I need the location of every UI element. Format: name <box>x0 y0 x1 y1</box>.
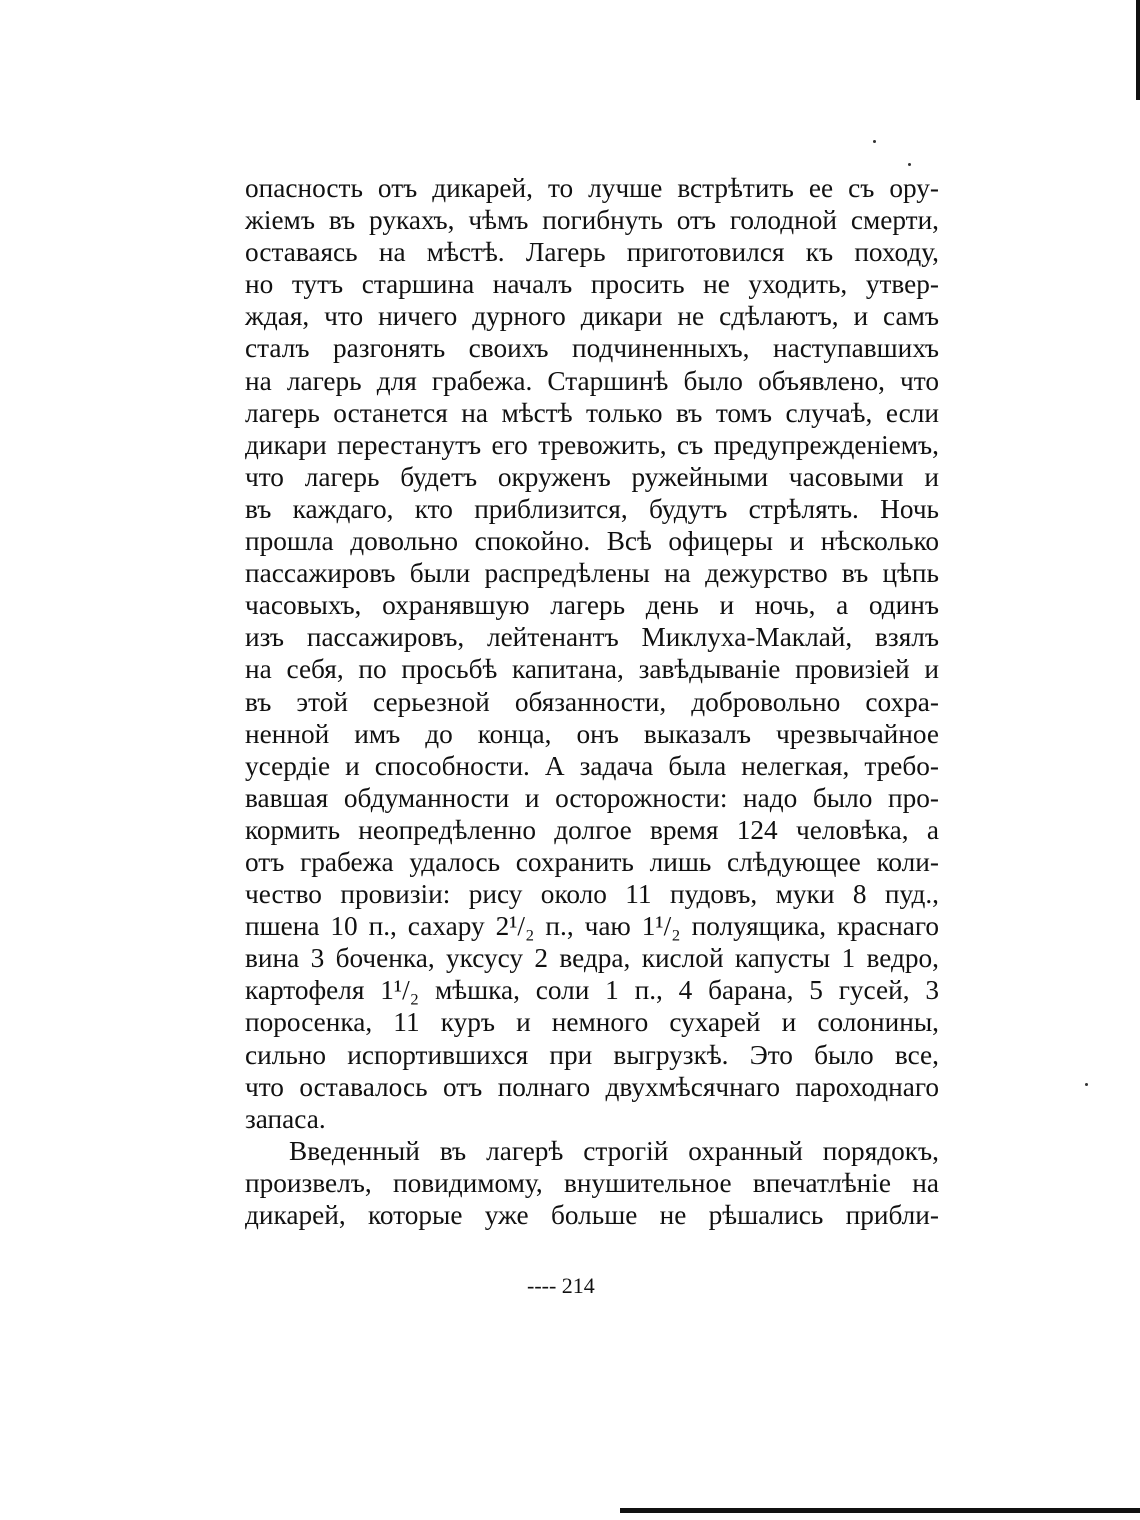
text-line: что оставалось отъ полнаго двухмѣсячнаго пароходнаго <box>245 1071 939 1102</box>
paragraph-start-line: Введенный въ лагерѣ строгій охранный порядокъ, <box>289 1135 939 1166</box>
body-text <box>245 172 939 1231</box>
scan-speck <box>873 140 876 143</box>
text-line: но тутъ старшина началъ просить не уходить, утвер- <box>245 269 939 300</box>
text-line: оставаясь на мѣстѣ. Лагерь приготовился къ походу, <box>245 237 939 268</box>
text-line: усердіе и способности. А задача была нелегкая, требо- <box>245 750 939 781</box>
text-line: лагерь останется на мѣстѣ только въ томъ случаѣ, если <box>245 397 939 428</box>
text-line: въ каждаго, кто приблизится, будутъ стрѣлять. Ночь <box>245 493 939 524</box>
text-line: вина 3 боченка, уксусу 2 ведра, кислой капусты 1 ведро, <box>245 943 939 974</box>
text-line: на себя, по просьбѣ капитана, завѣдываніе провизіей и <box>245 654 939 685</box>
text-line: вавшая обдуманности и осторожности: надо было про- <box>245 782 939 813</box>
text-line: кормить неопредѣленно долгое время 124 человѣка, а <box>245 814 939 845</box>
text-line: поросенка, 11 куръ и немного сухарей и солонины, <box>245 1007 939 1038</box>
text-line: чество провизіи: рису около 11 пудовъ, муки 8 пуд., <box>245 879 939 910</box>
text-line: изъ пассажировъ, лейтенантъ Миклуха-Маклай, взялъ <box>245 622 939 653</box>
text-line: отъ грабежа удалось сохранить лишь слѣдующее коли- <box>245 846 939 877</box>
scan-bottom-edge <box>620 1508 1140 1513</box>
text-line: картофеля 1¹/₂ мѣшка, соли 1 п., 4 барана, 5 гусей, 3 <box>245 975 939 1006</box>
text-line: запаса. <box>245 1103 326 1134</box>
text-line: прошла довольно спокойно. Всѣ офицеры и нѣсколько <box>245 526 939 557</box>
scan-speck <box>908 163 911 166</box>
text-line: дикари перестанутъ его тревожить, съ предупрежденіемъ, <box>245 429 939 460</box>
text-line: ненной имъ до конца, онъ выказалъ чрезвычайное <box>245 718 939 749</box>
text-line: ждая, что ничего дурного дикари не сдѣлаютъ, и самъ <box>245 301 939 332</box>
text-line: сильно испортившихся при выгрузкѣ. Это было все, <box>245 1039 939 1070</box>
scan-speck <box>1085 1083 1088 1086</box>
text-line: на лагерь для грабежа. Старшинѣ было объявлено, что <box>245 365 939 396</box>
text-line: дикарей, которые уже больше не рѣшались прибли- <box>245 1200 939 1230</box>
text-line: сталъ разгонять своихъ подчиненныхъ, наступавшихъ <box>245 333 939 364</box>
scan-edge-mark <box>1136 0 1140 100</box>
text-line: произвелъ, повидимому, внушительное впечатлѣніе на <box>245 1167 939 1198</box>
text-line: пшена 10 п., сахару 2¹/₂ п., чаю 1¹/₂ полуящика, краснаго <box>245 911 939 942</box>
text-line: пассажировъ были распредѣлены на дежурство въ цѣпь <box>245 558 939 589</box>
page-number: ---- 214 <box>527 1273 595 1298</box>
text-line: что лагерь будетъ окруженъ ружейными часовыми и <box>245 461 939 492</box>
text-line: часовыхъ, охранявшую лагерь день и ночь, а одинъ <box>245 590 939 621</box>
text-line: жіемъ въ рукахъ, чѣмъ погибнуть отъ голодной смерти, <box>245 205 939 236</box>
text-line: опасность отъ дикарей, то лучше встрѣтить ее съ ору- <box>245 173 939 203</box>
text-line: въ этой серьезной обязанности, добровольно сохра- <box>245 686 939 717</box>
